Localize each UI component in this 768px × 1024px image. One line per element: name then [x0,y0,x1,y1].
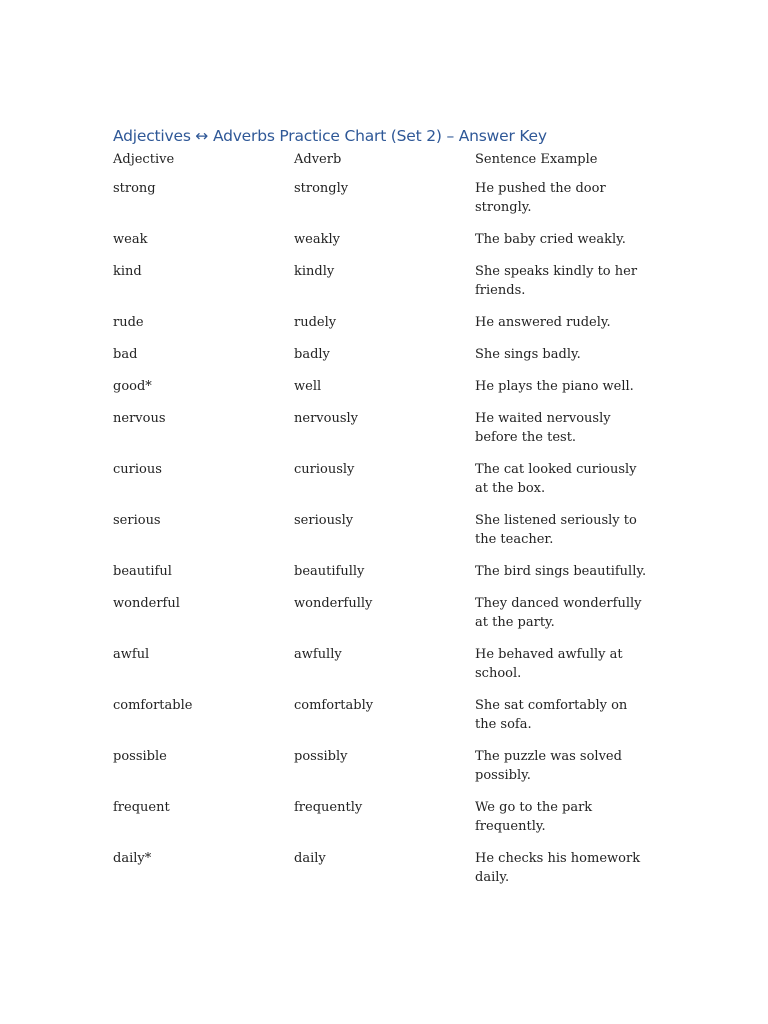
adjective-cell: nervous [113,411,166,426]
adverb-cell: beautifully [294,564,365,579]
adjective-cell: strong [113,181,156,196]
table-row [113,511,658,562]
table-row [113,377,658,409]
adverb-cell: curiously [294,462,355,477]
sentence-cell: He behaved awfully at school. [475,647,623,681]
table-row [113,179,658,230]
sentence-cell: They danced wonderfully at the party. [475,596,642,630]
adverb-cell: seriously [294,513,354,528]
adverb-cell: badly [294,347,330,362]
adverb-cell: well [294,379,322,394]
adverb-cell: wonderfully [294,596,373,611]
table-row [113,313,658,345]
adjective-cell: weak [113,232,148,247]
adverb-cell: strongly [294,181,349,196]
table-row [113,262,658,313]
adjective-cell: wonderful [113,596,180,611]
table-row [113,849,658,900]
table-row [113,696,658,747]
adjective-cell: bad [113,347,138,362]
table-row [113,747,658,798]
adverb-cell: possibly [294,749,348,764]
adverb-cell: awfully [294,647,342,662]
sentence-cell: She speaks kindly to her friends. [475,264,638,298]
adverb-cell: frequently [294,800,363,815]
adjective-cell: frequent [113,800,170,815]
adverb-cell: kindly [294,264,335,279]
adjective-cell: good* [113,379,152,394]
sentence-cell: He pushed the door strongly. [475,181,606,215]
table-row [113,345,658,377]
table-row [113,460,658,511]
adjective-cell: comfortable [113,698,193,713]
header-adverb: Adverb [294,152,342,167]
adjective-cell: rude [113,315,144,330]
adverb-cell: weakly [294,232,340,247]
adjective-cell: kind [113,264,142,279]
adverb-cell: nervously [294,411,358,426]
sentence-cell: The puzzle was solved possibly. [475,749,622,783]
table-row [113,645,658,696]
table-row [113,562,658,594]
adjective-cell: serious [113,513,161,528]
adjective-cell: curious [113,462,162,477]
document-title: Adjectives ↔ Adverbs Practice Chart (Set 2) – Answer Key [113,127,547,145]
answer-key-table [113,148,658,900]
sentence-cell: He waited nervously before the test. [475,411,611,445]
sentence-cell: The cat looked curiously at the box. [475,462,637,496]
table-row [113,798,658,849]
adjective-cell: awful [113,647,150,662]
sentence-cell: She sings badly. [475,347,581,362]
adverb-cell: daily [294,851,326,866]
adjective-cell: beautiful [113,564,172,579]
table-row [113,594,658,645]
sentence-cell: He plays the piano well. [475,379,634,394]
sentence-cell: She listened seriously to the teacher. [475,513,637,547]
sentence-cell: He checks his homework daily. [475,851,641,885]
adverb-cell: rudely [294,315,337,330]
sentence-cell: We go to the park frequently. [475,800,593,834]
adverb-cell: comfortably [294,698,374,713]
sentence-cell: He answered rudely. [475,315,611,330]
sentence-cell: The baby cried weakly. [475,232,626,247]
table-row [113,409,658,460]
document-page [113,124,658,900]
sentence-cell: She sat comfortably on the sofa. [475,698,628,732]
adjective-cell: daily* [113,851,152,866]
header-adjective: Adjective [113,152,175,167]
adjective-cell: possible [113,749,167,764]
sentence-cell: The bird sings beautifully. [475,564,647,579]
table-row [113,230,658,262]
table-header-row [113,148,658,179]
header-sentence-example: Sentence Example [475,152,598,167]
